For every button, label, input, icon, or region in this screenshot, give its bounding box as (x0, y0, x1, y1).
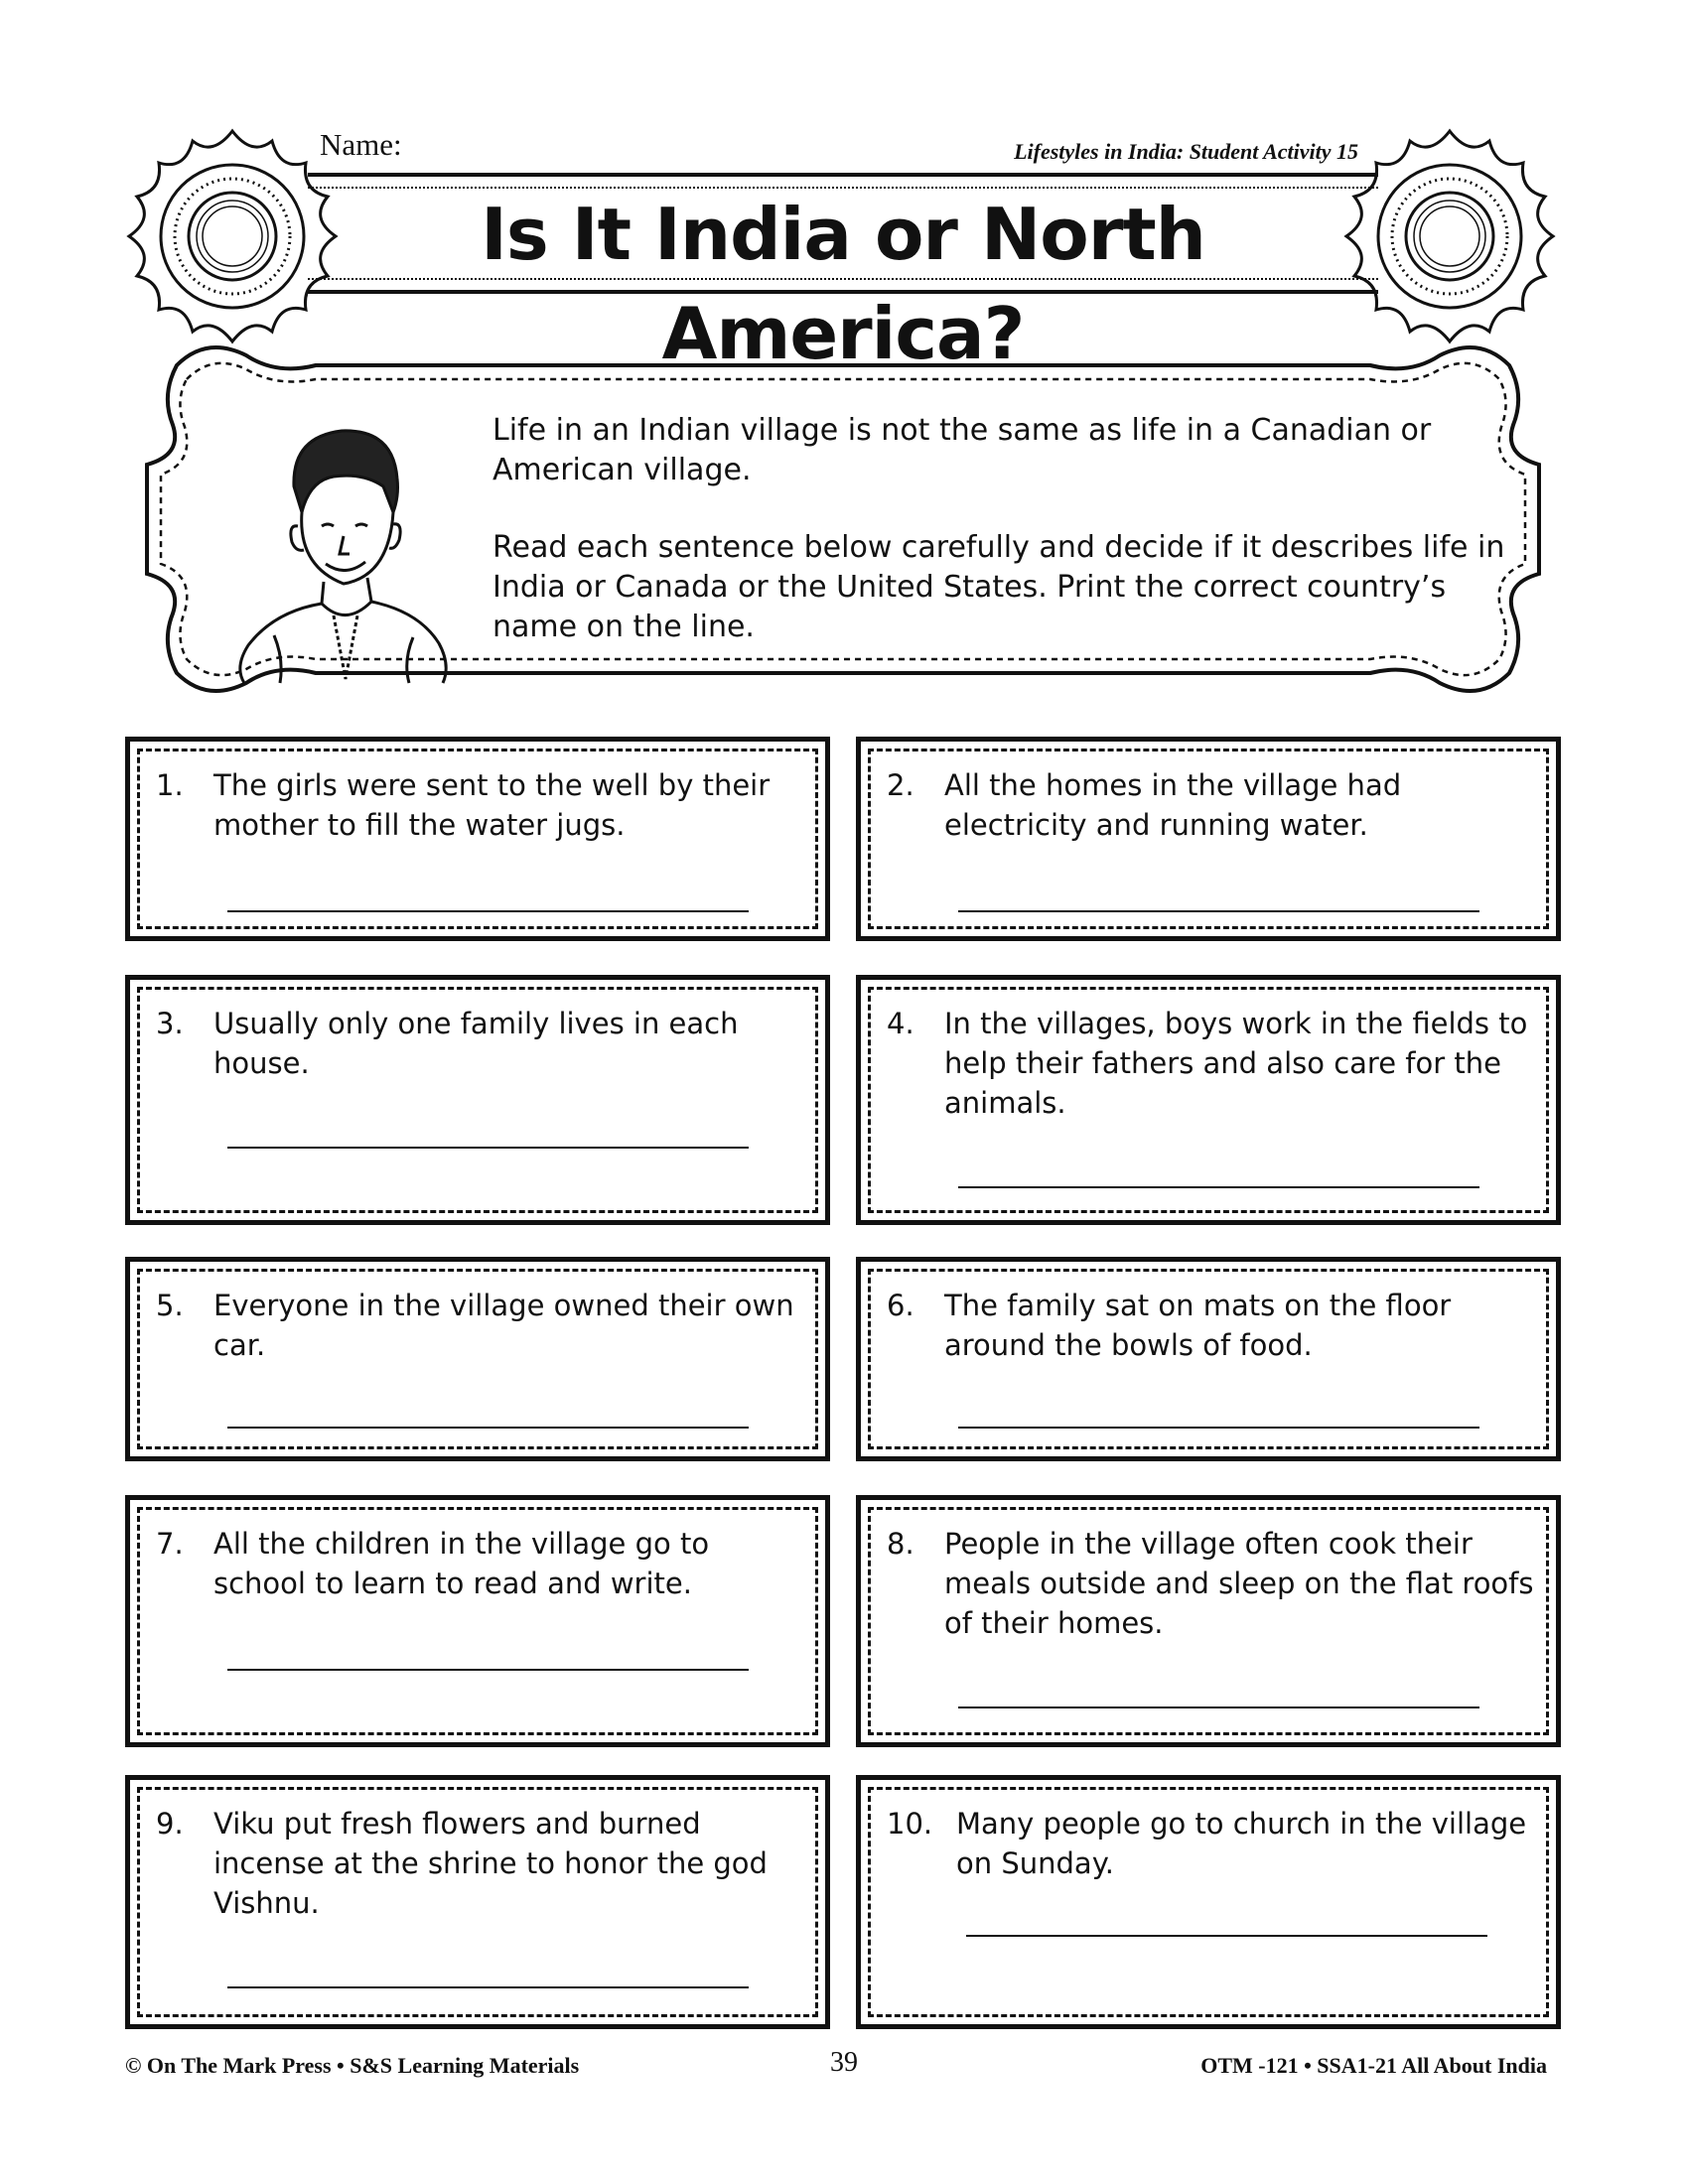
answer-line[interactable] (227, 1427, 749, 1429)
name-label: Name: (320, 127, 402, 162)
question-card-4 (856, 975, 1561, 1225)
answer-line[interactable] (958, 1706, 1479, 1708)
answer-line[interactable] (958, 1427, 1479, 1429)
question-number: 1. (156, 768, 184, 802)
intro-text (492, 411, 1505, 685)
question-text: Many people go to church in the village on Sunday. (956, 1807, 1527, 1880)
page-number: 39 (830, 2047, 858, 2078)
activity-label: Lifestyles in India: Student Activity 15 (1014, 139, 1358, 164)
answer-line[interactable] (966, 1935, 1487, 1937)
answer-line[interactable] (227, 910, 749, 912)
question-card-7 (125, 1495, 830, 1747)
question-text: All the children in the village go to school to learn to read and write. (213, 1527, 710, 1600)
question-number: 9. (156, 1807, 184, 1841)
boy-illustration-icon (214, 417, 465, 687)
question-text: People in the village often cook their meals outside and sleep on the flat roofs of their homes. (944, 1527, 1534, 1640)
question-text: In the villages, boys work in the fields to help their fathers and also care for the animals. (944, 1007, 1528, 1120)
answer-line[interactable] (227, 1986, 749, 1988)
question-card-2 (856, 737, 1561, 941)
question-number: 2. (887, 768, 914, 802)
answer-line[interactable] (227, 1147, 749, 1149)
question-card-5 (125, 1257, 830, 1461)
footer-publisher: © On The Mark Press • S&S Learning Materials (125, 2053, 580, 2078)
question-text: Everyone in the village owned their own car. (213, 1289, 794, 1362)
title-rule-bottom (308, 278, 1378, 294)
question-card-10 (856, 1775, 1561, 2029)
question-text: Usually only one family lives in each house. (213, 1007, 739, 1080)
footer-code: OTM -121 • SSA1-21 All About India (1200, 2053, 1547, 2078)
question-text: The girls were sent to the well by their mother to fill the water jugs. (213, 768, 771, 842)
question-card-6 (856, 1257, 1561, 1461)
answer-line[interactable] (958, 1186, 1479, 1188)
question-number: 10. (887, 1807, 933, 1841)
question-text: All the homes in the village had electricity and running water. (944, 768, 1402, 842)
answer-line[interactable] (227, 1669, 749, 1671)
question-number: 4. (887, 1007, 914, 1040)
question-number: 6. (887, 1289, 914, 1322)
question-number: 8. (887, 1527, 914, 1561)
question-card-3 (125, 975, 830, 1225)
question-card-8 (856, 1495, 1561, 1747)
page-title: Is It India or North America? (481, 193, 1205, 375)
question-text: The family sat on mats on the floor around the bowls of food. (944, 1289, 1452, 1362)
question-text: Viku put fresh flowers and burned incense at the shrine to honor the god Vishnu. (213, 1807, 768, 1920)
answer-line[interactable] (958, 910, 1479, 912)
question-number: 3. (156, 1007, 184, 1040)
question-card-1 (125, 737, 830, 941)
question-number: 7. (156, 1527, 184, 1561)
title-banner (308, 173, 1378, 375)
intro-paragraph-1: Life in an Indian village is not the same as life in a Canadian or American village. (492, 413, 1432, 487)
intro-paragraph-2: Read each sentence below carefully and decide if it describes life in India or Canada or the United States. Print the correct country’s name on the line. (492, 530, 1505, 644)
question-card-9 (125, 1775, 830, 2029)
question-number: 5. (156, 1289, 184, 1322)
